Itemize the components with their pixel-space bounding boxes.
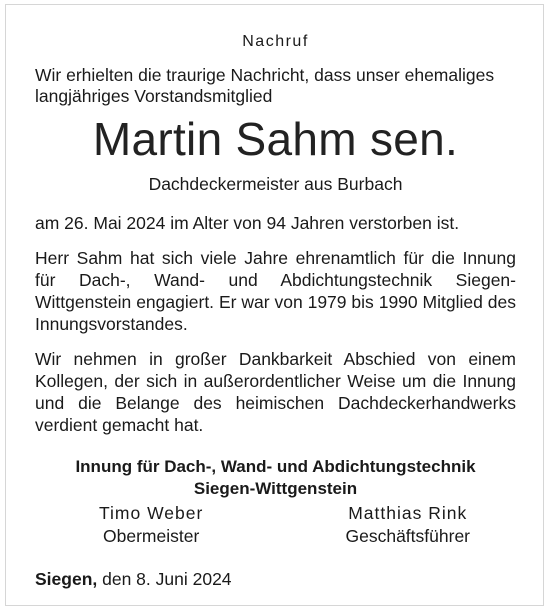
- organization-line-1: Innung für Dach-, Wand- und Abdichtungstechnik: [75, 457, 476, 476]
- signatory-title: Obermeister: [103, 526, 200, 546]
- notice-border: [5, 4, 544, 606]
- signatory-name: Matthias Rink: [348, 503, 468, 523]
- signatory-title: Geschäftsführer: [345, 526, 470, 546]
- date: den 8. Juni 2024: [102, 569, 232, 589]
- deceased-name: Martin Sahm sen.: [92, 113, 459, 165]
- intro-line-2: langjähriges Vorstandsmitglied: [35, 86, 273, 106]
- tribute-paragraph-1: Herr Sahm hat sich viele Jahre ehrenamtlich für die Innung für Dach-, Wand- und Abdichtungstechnik Siegen-Wittgenstein engagiert. Er war von 1979 bis 1990 Mitglied des Innungsvorstandes.: [35, 248, 516, 334]
- intro-line-1: Wir erhielten die traurige Nachricht, dass unser ehemaliges: [35, 65, 495, 85]
- deceased-profession: Dachdeckermeister aus Burbach: [148, 174, 403, 194]
- death-statement: am 26. Mai 2024 im Alter von 94 Jahren verstorben ist.: [35, 213, 460, 233]
- place: Siegen,: [35, 569, 98, 589]
- signatory-name: Timo Weber: [99, 503, 204, 523]
- tribute-paragraph-2: Wir nehmen in großer Dankbarkeit Abschied von einem Kollegen, der sich in außerordentlicher Weise um die Innung und die Belange des heimischen Dachdeckerhandwerks verdient gemacht hat.: [35, 349, 516, 435]
- organization-line-2: Siegen-Wittgenstein: [193, 479, 358, 498]
- notice-heading: Nachruf: [242, 33, 309, 50]
